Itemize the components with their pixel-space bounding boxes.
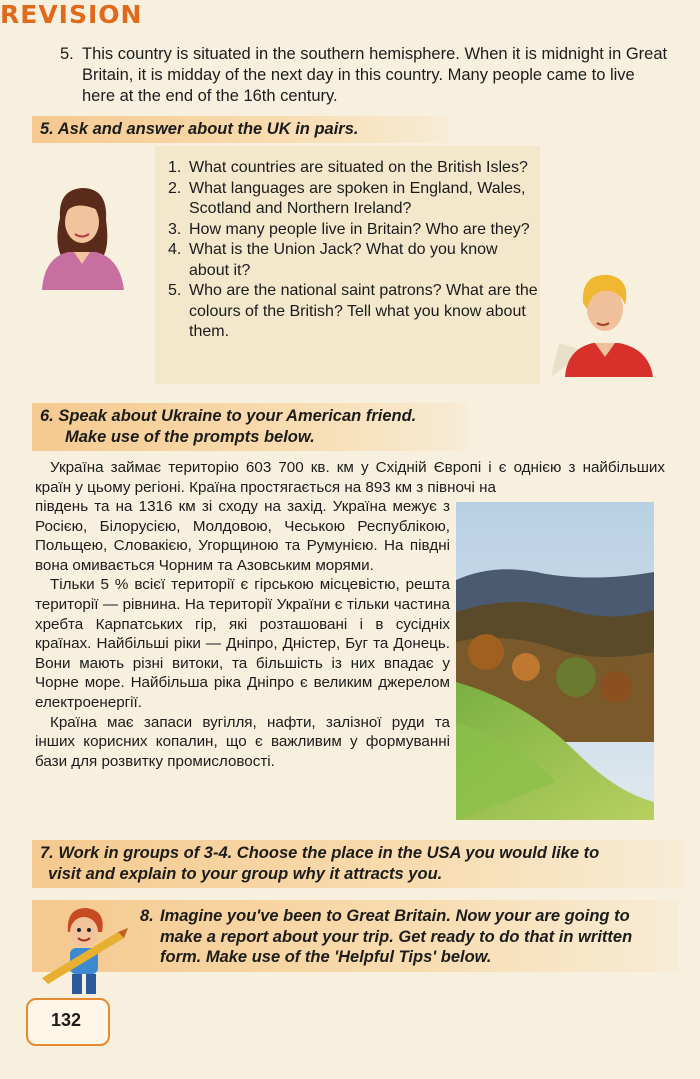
exercise-5-title: 5. Ask and answer about the UK in pairs. xyxy=(32,116,448,143)
exercise-8-number: 8. xyxy=(140,907,154,925)
exercise-7-title-line-2: visit and explain to your group why it attracts you. xyxy=(48,865,443,883)
girl-illustration xyxy=(32,178,132,290)
questions-list xyxy=(168,158,538,343)
carpathian-landscape-photo xyxy=(456,502,654,820)
ukraine-paragraph-1: Україна займає територію 603 700 кв. км у Східній Європі і є однією з найбільших країн у цьому регіоні. Країна простягається на 893 км з півночі на xyxy=(35,459,665,496)
ukraine-paragraph-1-cont: південь та на 1316 км зі сходу на захід. Україна межує з Росією, Білорусією, Молдовою, Чеською Республікою, Польщею, Словакією, Угорщиною та Румунією. На півдні вона омивається Чорним та Азовським морями. xyxy=(35,498,450,574)
exercise-8-title xyxy=(140,906,660,968)
page-number: 132 xyxy=(50,1010,82,1030)
list-item: 1. What countries are situated on the British Isles? xyxy=(168,159,528,176)
boy-illustration xyxy=(545,265,657,377)
ukraine-paragraphs xyxy=(35,497,450,771)
list-item: 4. What is the Union Jack? What do you know about it? xyxy=(168,241,498,279)
exercise-7-title-line-1: 7. Work in groups of 3-4. Choose the place in the USA you would like to xyxy=(40,844,600,862)
item-5 xyxy=(60,44,670,107)
list-item: 5. Who are the national saint patrons? What are the colours of the British? Tell what you know about them. xyxy=(168,282,538,340)
item-text: This country is situated in the southern hemisphere. When it is midnight in Great Britain, it is midday of the next day in this country. Many people came to live here at the end of the 16th century. xyxy=(82,45,668,105)
section-header: REVISION xyxy=(0,0,143,29)
kid-with-pencil-illustration xyxy=(38,902,130,1002)
exercise-8-text: Imagine you've been to Great Britain. Now your are going to make a report about your trip. Get ready to do that in written form. Make use of the 'Helpful Tips' below. xyxy=(160,907,633,966)
exercise-6-title-line-1: 6. Speak about Ukraine to your American friend. xyxy=(40,407,417,425)
ukraine-paragraph-3: Країна має запаси вугілля, нафти, залізної руди та інших корисних копалин, що є важливим у формуванні бази для розвитку промисловості. xyxy=(35,713,450,770)
exercise-7-title xyxy=(32,840,683,888)
exercise-6-title-line-2: Make use of the prompts below. xyxy=(65,428,315,446)
item-number: 5. xyxy=(60,45,74,63)
list-item: 3. How many people live in Britain? Who are they? xyxy=(168,220,530,238)
exercise-6-title xyxy=(32,403,468,451)
ukraine-paragraph-2: Тільки 5 % всієї території є гірською місцевістю, решта території — рівнина. На території України є тільки частина хребта Карпатських гір, які розташовані і в сусідніх країнах. Найбільші ріки — Дніпро, Дністер, Буг та Донець. Вони мають різні витоки, та більшість із них впадає у Чорне море. Найбільша ріка Дніпро є великим джерелом електроенергії. xyxy=(35,576,450,711)
list-item: 2. What languages are spoken in England, Wales, Scotland and Northern Ireland? xyxy=(168,179,526,217)
